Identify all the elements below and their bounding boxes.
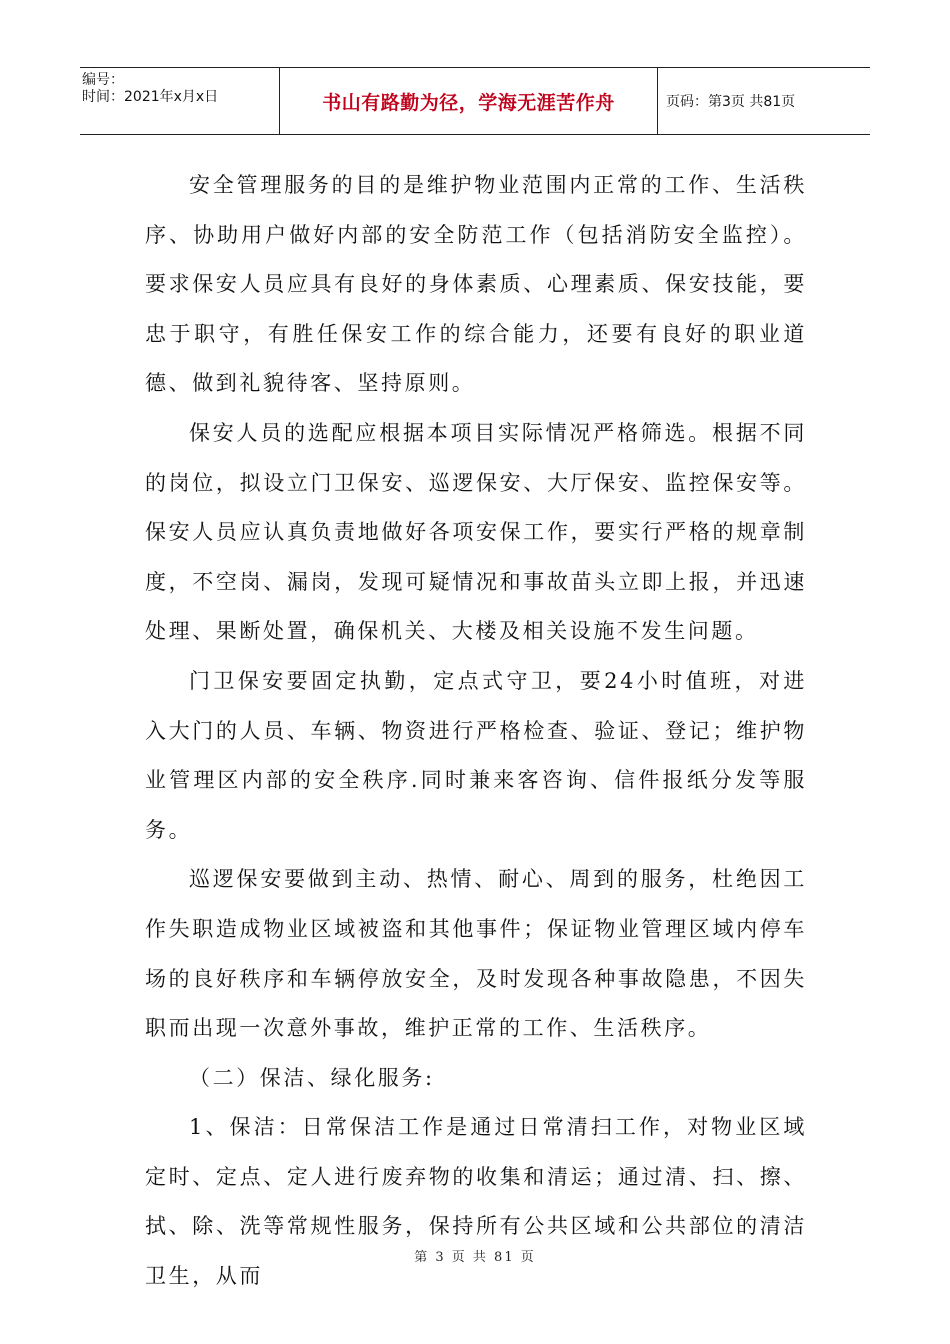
header-meta — [80, 68, 280, 134]
body-paragraph: 巡逻保安要做到主动、热情、耐心、周到的服务，杜绝因工作失职造成物业区域被盗和其他事件；保证物业管理区域内停车场的良好秩序和车辆停放安全，及时发现各种事故隐患，不因失职而出现一次意外事故，维护正常的工作、生活秩序。 — [145, 867, 807, 1041]
document-body — [145, 161, 807, 1302]
document-number-label: 编号： — [82, 72, 124, 88]
body-paragraph: 安全管理服务的目的是维护物业范围内正常的工作、生活秩序、协助用户做好内部的安全防范工作（包括消防安全监控）。要求保安人员应具有良好的身体素质、心理素质、保安技能，要忠于职守，有胜任保安工作的综合能力，还要有良好的职业道德、做到礼貌待客、坚持原则。 — [145, 173, 807, 396]
document-date-label: 时间：2021年x月x日 — [82, 89, 219, 105]
page-footer: 第 3 页 共 81 页 — [414, 1250, 536, 1265]
body-paragraph: 保安人员的选配应根据本项目实际情况严格筛选。根据不同的岗位，拟设立门卫保安、巡逻保安、大厅保安、监控保安等。保安人员应认真负责地做好各项安保工作，要实行严格的规章制度，不空岗、漏岗，发现可疑情况和事故苗头立即上报，并迅速处理、果断处置，确保机关、大楼及相关设施不发生问题。 — [145, 420, 807, 644]
body-paragraph: 1、保洁：日常保洁工作是通过日常清扫工作，对物业区域定时、定点、定人进行废弃物的收集和清运；通过清、扫、擦、拭、除、洗等常规性服务，保持所有公共区域和公共部位的清洁卫生，从而 — [145, 1115, 807, 1289]
header-motto: 书山有路勤为径，学海无涯苦作舟 — [280, 68, 658, 134]
body-paragraph: 门卫保安要固定执勤，定点式守卫，要24小时值班，对进入大门的人员、车辆、物资进行严格检查、验证、登记；维护物业管理区内部的安全秩序.同时兼来客咨询、信件报纸分发等服务。 — [145, 668, 807, 842]
page-header — [80, 67, 870, 135]
section-heading: （二）保洁、绿化服务: — [189, 1065, 435, 1090]
header-page-info: 页码：第3页 共81页 — [666, 94, 796, 110]
